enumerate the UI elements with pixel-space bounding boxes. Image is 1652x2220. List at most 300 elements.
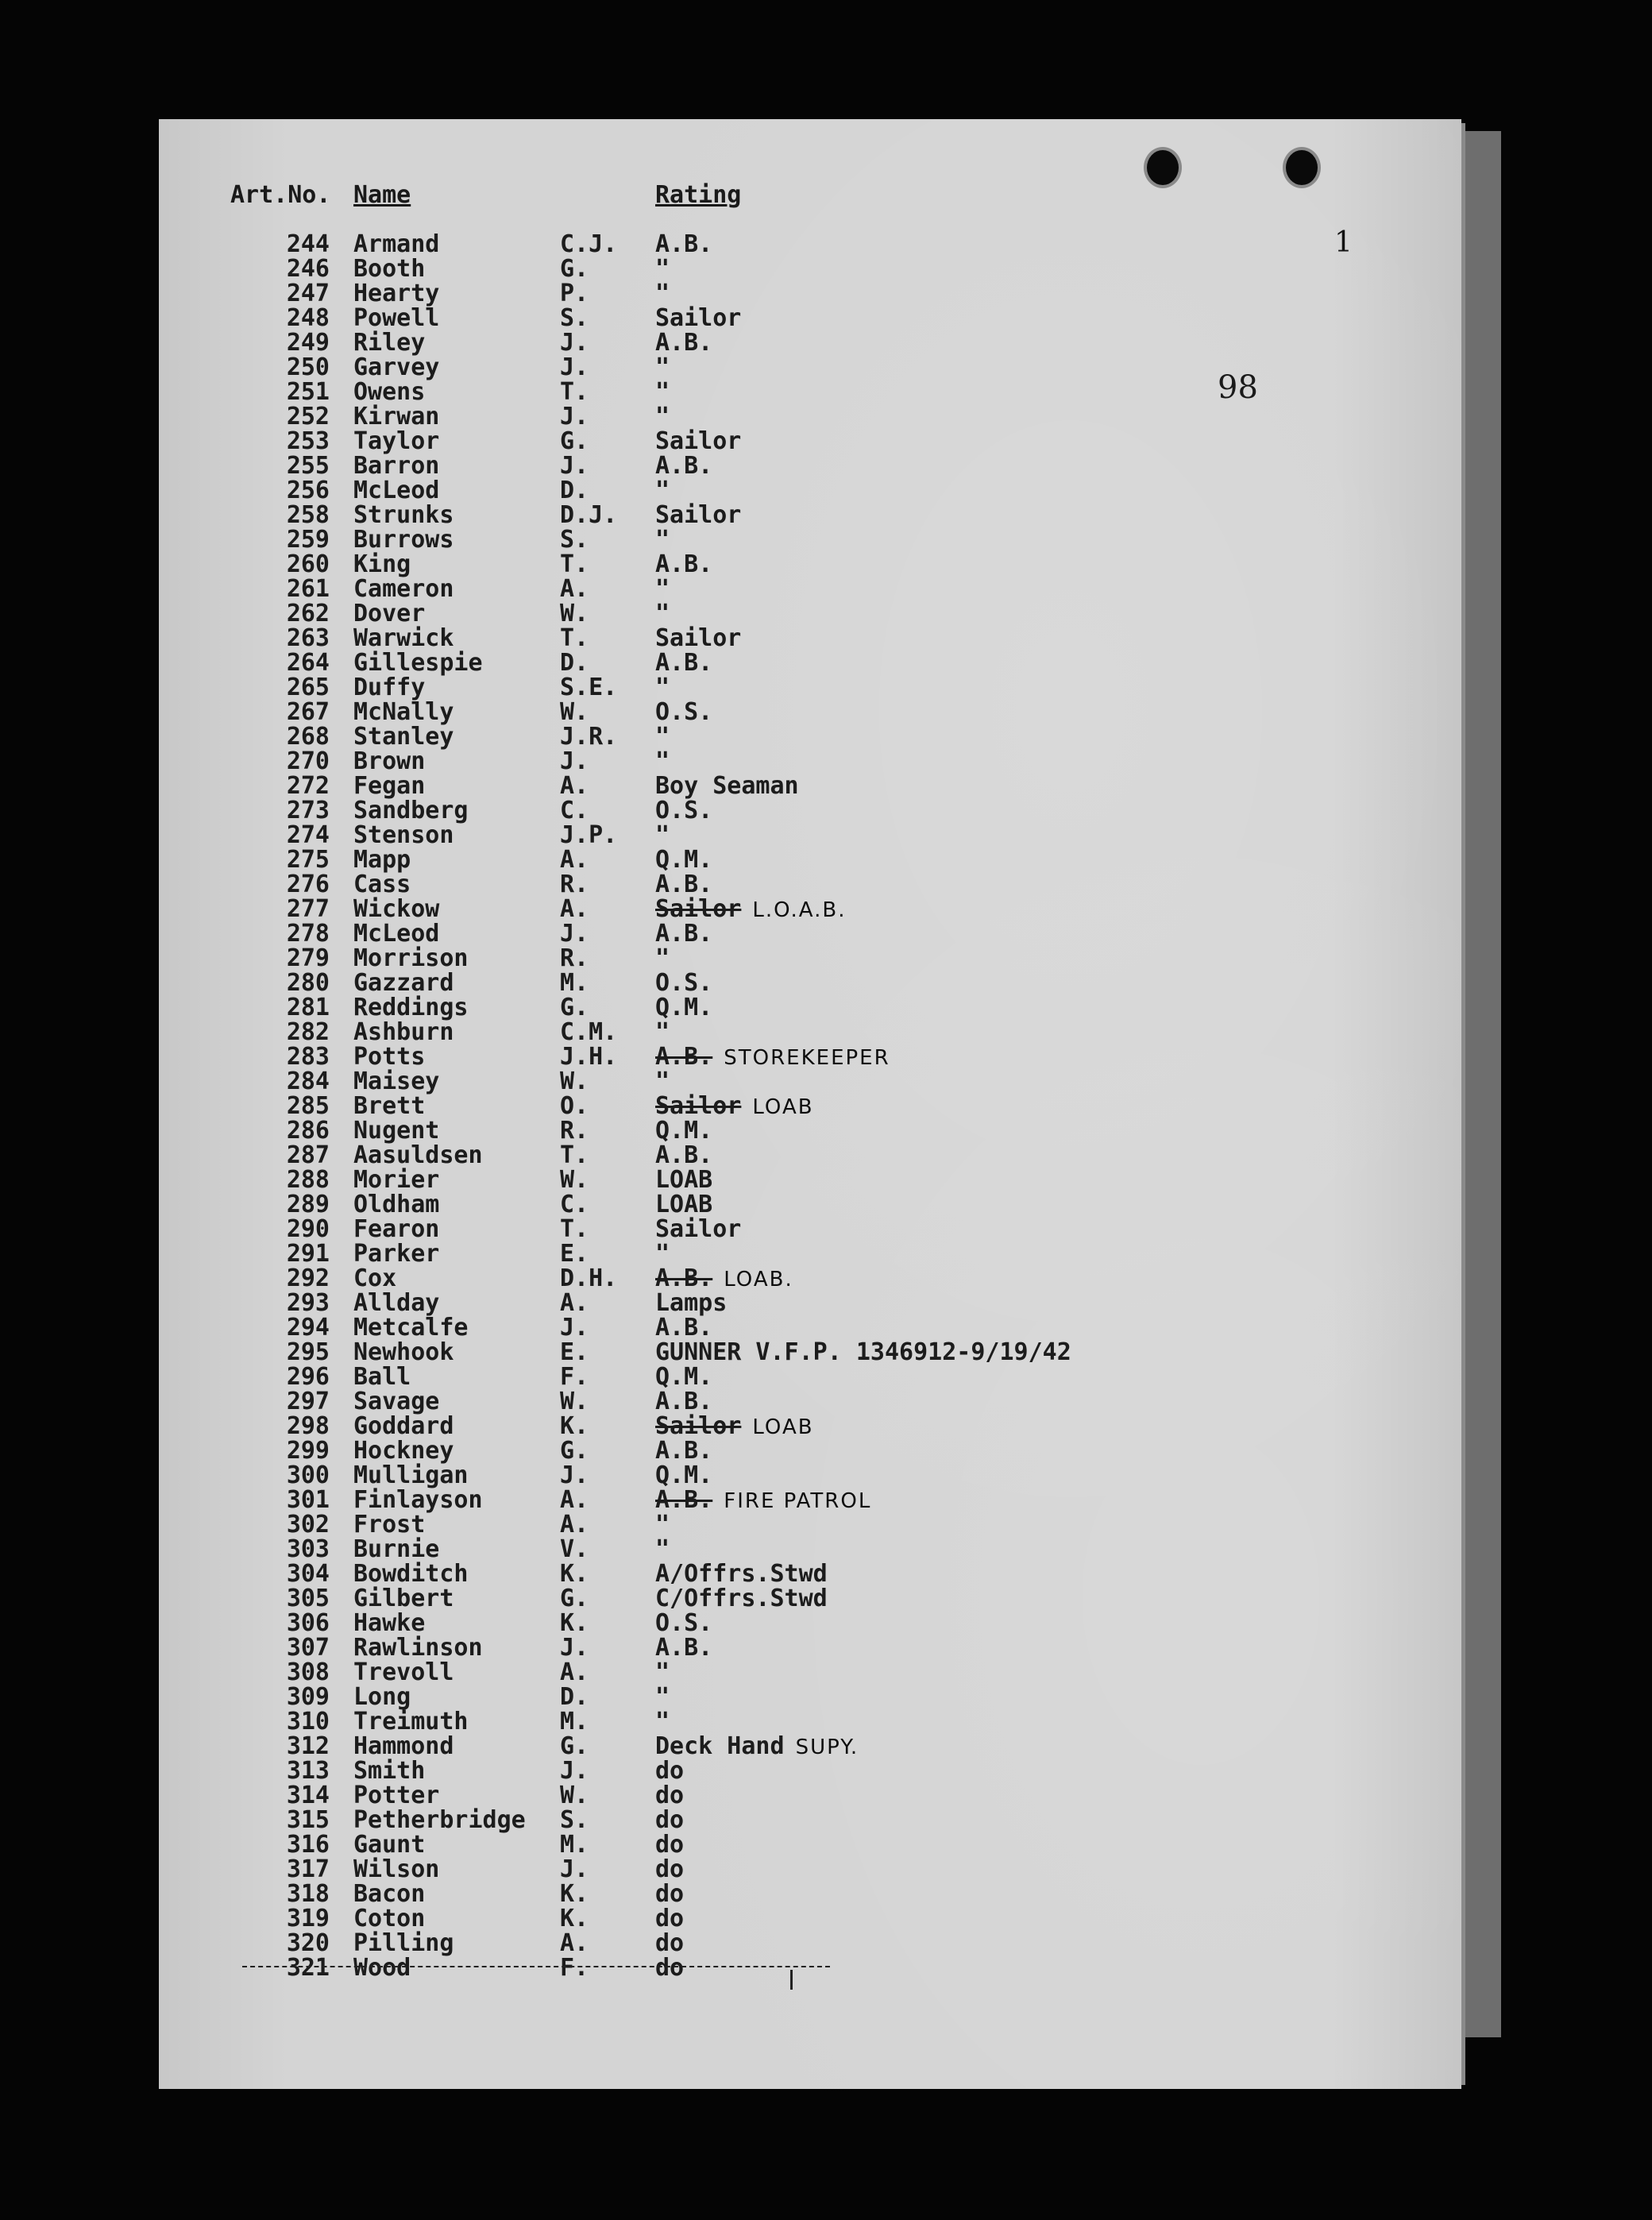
crew-rating-cell	[655, 1683, 670, 1711]
article-number: 301	[286, 1486, 330, 1514]
crew-rating-cell	[655, 821, 670, 849]
crew-row	[159, 871, 1461, 898]
article-number: 268	[286, 723, 330, 751]
crew-rating: "	[655, 1683, 670, 1711]
handwritten-note: LOAB	[752, 1415, 814, 1439]
crew-rating-cell	[655, 1338, 1071, 1366]
crew-surname: Potts	[353, 1043, 426, 1071]
article-number: 315	[286, 1806, 330, 1834]
crew-initials: S.	[560, 1806, 589, 1834]
article-number: 282	[286, 1018, 330, 1046]
crew-rating-cell	[655, 772, 799, 800]
crew-rating-cell	[655, 969, 712, 997]
crew-rating-cell	[655, 575, 670, 603]
crew-rating-cell	[655, 1240, 670, 1268]
article-number: 259	[286, 526, 330, 554]
article-number: 258	[286, 501, 330, 529]
article-number: 284	[286, 1068, 330, 1095]
crew-row	[159, 1806, 1461, 1834]
crew-rating-cell	[655, 1806, 684, 1834]
crew-surname: Potter	[353, 1782, 440, 1809]
crew-initials: F.	[560, 1954, 589, 1982]
crew-list-page	[159, 119, 1461, 2089]
crew-initials: W.	[560, 1166, 589, 1194]
crew-surname: Hawke	[353, 1609, 426, 1637]
crew-surname: McLeod	[353, 477, 440, 504]
crew-initials: J.	[560, 329, 589, 357]
crew-rating-cell	[655, 747, 670, 775]
crew-initials: A.	[560, 1511, 589, 1539]
crew-rating-cell	[655, 1585, 828, 1612]
crew-rating-cell	[655, 1117, 712, 1145]
crew-rating-cell	[655, 600, 670, 627]
crew-rating-cell	[655, 1141, 712, 1169]
crew-initials: J.	[560, 1314, 589, 1342]
cancel-line	[242, 1966, 830, 1967]
crew-rating-cell	[655, 1954, 684, 1982]
crew-rating-cell	[655, 1732, 859, 1760]
crew-initials: F.	[560, 1363, 589, 1391]
article-number: 298	[286, 1412, 330, 1440]
crew-row	[159, 1560, 1461, 1588]
crew-rating-cell	[655, 1535, 670, 1563]
crew-surname: Duffy	[353, 674, 426, 701]
crew-surname: Burnie	[353, 1535, 440, 1563]
crew-rating-cell	[655, 329, 712, 357]
crew-row	[159, 920, 1461, 948]
crew-initials: D.	[560, 1683, 589, 1711]
crew-rating: "	[655, 747, 670, 775]
crew-rating: "	[655, 1018, 670, 1046]
crew-initials: C.J.	[560, 230, 618, 258]
crew-rating: "	[655, 477, 670, 504]
crew-surname: Newhook	[353, 1338, 454, 1366]
crew-rating-cell	[655, 797, 712, 824]
crew-rating: Q.M.	[655, 1461, 713, 1489]
crew-rating-cell	[655, 526, 670, 554]
crew-surname: Morier	[353, 1166, 440, 1194]
crew-rating: LOAB	[655, 1166, 713, 1194]
crew-initials: J.	[560, 1634, 589, 1662]
crew-rating-cell	[655, 1486, 871, 1514]
crew-rating: "	[655, 353, 670, 381]
crew-row	[159, 1264, 1461, 1292]
crew-rating-cell	[655, 1215, 741, 1243]
crew-initials: E.	[560, 1240, 589, 1268]
article-number: 309	[286, 1683, 330, 1711]
crew-initials: G.	[560, 994, 589, 1021]
crew-surname: Petherbridge	[353, 1806, 526, 1834]
crew-row	[159, 1535, 1461, 1563]
crew-row	[159, 624, 1461, 652]
crew-row	[159, 403, 1461, 430]
crew-row	[159, 1191, 1461, 1218]
crew-surname: Strunks	[353, 501, 454, 529]
crew-surname: Burrows	[353, 526, 454, 554]
crew-rating: "	[655, 403, 670, 430]
article-number: 320	[286, 1929, 330, 1957]
article-number: 270	[286, 747, 330, 775]
crew-rating: A.B.	[655, 649, 713, 677]
crew-rating: A.B.	[655, 1264, 713, 1292]
crew-row	[159, 747, 1461, 775]
crew-row	[159, 526, 1461, 554]
crew-row	[159, 1855, 1461, 1883]
crew-surname: Mulligan	[353, 1461, 469, 1489]
crew-surname: Allday	[353, 1289, 440, 1317]
handwritten-note: FIRE PATROL	[724, 1489, 872, 1513]
crew-row	[159, 1215, 1461, 1243]
article-number: 277	[286, 895, 330, 923]
crew-initials: W.	[560, 1782, 589, 1809]
article-number: 283	[286, 1043, 330, 1071]
crew-surname: Parker	[353, 1240, 440, 1268]
crew-row	[159, 230, 1461, 258]
crew-surname: Smith	[353, 1757, 426, 1785]
crew-initials: D.H.	[560, 1264, 618, 1292]
article-number: 302	[286, 1511, 330, 1539]
crew-row	[159, 821, 1461, 849]
crew-initials: W.	[560, 600, 589, 627]
crew-rating: "	[655, 1658, 670, 1686]
crew-initials: C.	[560, 797, 589, 824]
crew-rating: Sailor	[655, 304, 742, 332]
crew-rating-cell	[655, 895, 847, 923]
crew-surname: Garvey	[353, 353, 440, 381]
article-number: 285	[286, 1092, 330, 1120]
crew-row	[159, 1929, 1461, 1957]
crew-rating-cell	[655, 1092, 814, 1120]
crew-rating: A/Offrs.Stwd	[655, 1560, 828, 1588]
crew-rating: do	[655, 1954, 685, 1982]
article-number: 321	[286, 1954, 330, 1982]
header-rating: Rating	[655, 181, 742, 209]
crew-row	[159, 1658, 1461, 1686]
crew-surname: Reddings	[353, 994, 469, 1021]
crew-rating-cell	[655, 1905, 684, 1932]
crew-surname: Booth	[353, 255, 426, 283]
crew-initials: T.	[560, 1141, 589, 1169]
crew-rating-cell	[655, 1634, 712, 1662]
crew-initials: J.	[560, 920, 589, 948]
crew-rating-cell	[655, 1511, 670, 1539]
crew-rating: "	[655, 280, 670, 307]
article-number: 274	[286, 821, 330, 849]
crew-rating: "	[655, 600, 670, 627]
crew-row	[159, 1092, 1461, 1120]
crew-initials: T.	[560, 1215, 589, 1243]
crew-row	[159, 1117, 1461, 1145]
crew-row	[159, 1905, 1461, 1932]
crew-rating: "	[655, 1240, 670, 1268]
crew-rating: A.B.	[655, 550, 713, 578]
crew-surname: Wilson	[353, 1855, 440, 1883]
crew-rating-cell	[655, 871, 712, 898]
crew-surname: Wood	[353, 1954, 411, 1982]
article-number: 306	[286, 1609, 330, 1637]
crew-rating-cell	[655, 944, 670, 972]
crew-rating: A.B.	[655, 1634, 713, 1662]
handwritten-note: SUPY.	[795, 1735, 859, 1759]
crew-rating: "	[655, 1068, 670, 1095]
crew-rating: Sailor	[655, 895, 742, 923]
crew-surname: Coton	[353, 1905, 426, 1932]
crew-row	[159, 1412, 1461, 1440]
crew-surname: Kirwan	[353, 403, 440, 430]
crew-row	[159, 1634, 1461, 1662]
article-number: 253	[286, 427, 330, 455]
crew-surname: Stenson	[353, 821, 454, 849]
crew-row	[159, 1166, 1461, 1194]
article-number: 307	[286, 1634, 330, 1662]
crew-rating: "	[655, 1708, 670, 1735]
crew-surname: Aasuldsen	[353, 1141, 483, 1169]
crew-rating: Q.M.	[655, 846, 713, 874]
crew-surname: Maisey	[353, 1068, 440, 1095]
crew-row	[159, 550, 1461, 578]
header-name: Name	[353, 181, 411, 209]
crew-rating: LOAB	[655, 1191, 713, 1218]
crew-table	[159, 230, 1461, 1982]
crew-surname: Wickow	[353, 895, 440, 923]
crew-rating: do	[655, 1880, 685, 1908]
crew-row	[159, 1461, 1461, 1489]
crew-surname: Stanley	[353, 723, 454, 751]
punch-hole	[1144, 147, 1182, 188]
crew-row	[159, 944, 1461, 972]
crew-rating: "	[655, 944, 670, 972]
crew-row	[159, 969, 1461, 997]
crew-initials: J.	[560, 353, 589, 381]
crew-initials: R.	[560, 871, 589, 898]
crew-row	[159, 1880, 1461, 1908]
crew-initials: W.	[560, 1388, 589, 1415]
crew-surname: Gillespie	[353, 649, 483, 677]
crew-rating-cell	[655, 378, 670, 406]
crew-rating: Boy Seaman	[655, 772, 799, 800]
article-number: 247	[286, 280, 330, 307]
crew-row	[159, 1388, 1461, 1415]
article-number: 262	[286, 600, 330, 627]
crew-rating: "	[655, 1535, 670, 1563]
article-number: 272	[286, 772, 330, 800]
crew-initials: A.	[560, 575, 589, 603]
crew-rating-cell	[655, 1855, 684, 1883]
crew-row	[159, 1363, 1461, 1391]
article-number: 265	[286, 674, 330, 701]
crew-surname: Fegan	[353, 772, 426, 800]
crew-initials: M.	[560, 1708, 589, 1735]
crew-surname: Nugent	[353, 1117, 440, 1145]
crew-rating: do	[655, 1757, 685, 1785]
crew-rating-cell	[655, 649, 712, 677]
handwritten-note: LOAB	[752, 1095, 814, 1119]
crew-rating: A.B.	[655, 1141, 713, 1169]
crew-rating-cell	[655, 1609, 712, 1637]
crew-rating: O.S.	[655, 797, 713, 824]
crew-initials: S.E.	[560, 674, 618, 701]
crew-rating: "	[655, 821, 670, 849]
crew-rating-cell	[655, 1412, 814, 1440]
crew-rating-cell	[655, 452, 712, 480]
crew-initials: K.	[560, 1905, 589, 1932]
crew-row	[159, 1757, 1461, 1785]
crew-surname: Cameron	[353, 575, 454, 603]
crew-initials: A.	[560, 1929, 589, 1957]
article-number: 255	[286, 452, 330, 480]
crew-surname: Hockney	[353, 1437, 454, 1465]
article-number: 279	[286, 944, 330, 972]
article-number: 300	[286, 1461, 330, 1489]
article-number: 305	[286, 1585, 330, 1612]
crew-surname: Gaunt	[353, 1831, 426, 1859]
article-number: 252	[286, 403, 330, 430]
crew-rating: A.B.	[655, 920, 713, 948]
article-number: 280	[286, 969, 330, 997]
crew-row	[159, 329, 1461, 357]
crew-surname: Rawlinson	[353, 1634, 483, 1662]
crew-row	[159, 1732, 1461, 1760]
crew-row	[159, 1068, 1461, 1095]
crew-surname: Hearty	[353, 280, 440, 307]
crew-surname: Ball	[353, 1363, 411, 1391]
article-number: 273	[286, 797, 330, 824]
crew-rating: Q.M.	[655, 994, 713, 1021]
crew-surname: Pilling	[353, 1929, 454, 1957]
crew-row	[159, 1609, 1461, 1637]
crew-initials: J.	[560, 747, 589, 775]
page-number: 98	[1218, 369, 1258, 406]
crew-initials: J.	[560, 452, 589, 480]
crew-initials: J.	[560, 1757, 589, 1785]
article-number: 291	[286, 1240, 330, 1268]
crew-rating: O.S.	[655, 698, 713, 726]
crew-rating-cell	[655, 1461, 712, 1489]
crew-initials: W.	[560, 698, 589, 726]
crew-rating-cell	[655, 477, 670, 504]
article-number: 314	[286, 1782, 330, 1809]
crew-initials: J.	[560, 403, 589, 430]
crew-surname: Armand	[353, 230, 440, 258]
crew-rating: Deck Hand	[655, 1732, 785, 1760]
crew-rating-cell	[655, 1289, 727, 1317]
crew-surname: Treimuth	[353, 1708, 469, 1735]
crew-row	[159, 427, 1461, 455]
crew-rating: O.S.	[655, 1609, 713, 1637]
article-number: 318	[286, 1880, 330, 1908]
crew-surname: McLeod	[353, 920, 440, 948]
crew-row	[159, 575, 1461, 603]
article-number: 250	[286, 353, 330, 381]
article-number: 317	[286, 1855, 330, 1883]
article-number: 293	[286, 1289, 330, 1317]
crew-row	[159, 674, 1461, 701]
crew-initials: R.	[560, 1117, 589, 1145]
crew-row	[159, 1954, 1461, 1982]
article-number: 249	[286, 329, 330, 357]
article-number: 267	[286, 698, 330, 726]
crew-initials: K.	[560, 1560, 589, 1588]
article-number: 264	[286, 649, 330, 677]
crew-rating: Sailor	[655, 501, 742, 529]
crew-surname: Cox	[353, 1264, 397, 1292]
article-number: 246	[286, 255, 330, 283]
crew-surname: Brown	[353, 747, 426, 775]
crew-rating: A.B.	[655, 1043, 713, 1071]
crew-rating-cell	[655, 1043, 890, 1071]
crew-initials: K.	[560, 1609, 589, 1637]
handwritten-note: L.O.A.B.	[752, 898, 847, 922]
crew-rating-cell	[655, 280, 670, 307]
crew-initials: A.	[560, 772, 589, 800]
crew-initials: G.	[560, 1437, 589, 1465]
crew-rating: do	[655, 1905, 685, 1932]
crew-initials: T.	[560, 550, 589, 578]
crew-rating: Sailor	[655, 427, 742, 455]
crew-rating-cell	[655, 920, 712, 948]
crew-rating: A.B.	[655, 1437, 713, 1465]
crew-row	[159, 1782, 1461, 1809]
crew-rating: "	[655, 1511, 670, 1539]
crew-rating-cell	[655, 1068, 670, 1095]
crew-rating-cell	[655, 698, 712, 726]
article-number: 276	[286, 871, 330, 898]
crew-rating: GUNNER V.F.P. 1346912-9/19/42	[655, 1338, 1071, 1366]
crew-rating: do	[655, 1806, 685, 1834]
crew-surname: Sandberg	[353, 797, 469, 824]
crew-rating-cell	[655, 304, 741, 332]
crew-initials: G.	[560, 1585, 589, 1612]
crew-rating-cell	[655, 1018, 670, 1046]
crew-row	[159, 1486, 1461, 1514]
crew-rating-cell	[655, 1708, 670, 1735]
crew-rating-cell	[655, 674, 670, 701]
crew-initials: T.	[560, 378, 589, 406]
crew-rating: "	[655, 723, 670, 751]
crew-surname: Cass	[353, 871, 411, 898]
crew-initials: J.H.	[560, 1043, 618, 1071]
crew-rating: O.S.	[655, 969, 713, 997]
crew-surname: Trevoll	[353, 1658, 454, 1686]
article-number: 304	[286, 1560, 330, 1588]
crew-surname: Owens	[353, 378, 426, 406]
crew-row	[159, 772, 1461, 800]
crew-row	[159, 477, 1461, 504]
crew-initials: C.M.	[560, 1018, 618, 1046]
crew-row	[159, 846, 1461, 874]
crew-initials: O.	[560, 1092, 589, 1120]
crew-surname: Brett	[353, 1092, 426, 1120]
crew-surname: Long	[353, 1683, 411, 1711]
article-number: 296	[286, 1363, 330, 1391]
crew-rating-cell	[655, 403, 670, 430]
crew-initials: J.	[560, 1461, 589, 1489]
article-number: 312	[286, 1732, 330, 1760]
crew-surname: Finlayson	[353, 1486, 483, 1514]
crew-rating-cell	[655, 1437, 712, 1465]
crew-surname: Barron	[353, 452, 440, 480]
crew-rating: do	[655, 1855, 685, 1883]
crew-initials: D.	[560, 477, 589, 504]
crew-row	[159, 452, 1461, 480]
article-number: 248	[286, 304, 330, 332]
crew-rating: Lamps	[655, 1289, 728, 1317]
crew-surname: Riley	[353, 329, 426, 357]
crew-surname: Fearon	[353, 1215, 440, 1243]
crew-rating-cell	[655, 1264, 793, 1292]
crew-initials: A.	[560, 895, 589, 923]
crew-surname: Hammond	[353, 1732, 454, 1760]
